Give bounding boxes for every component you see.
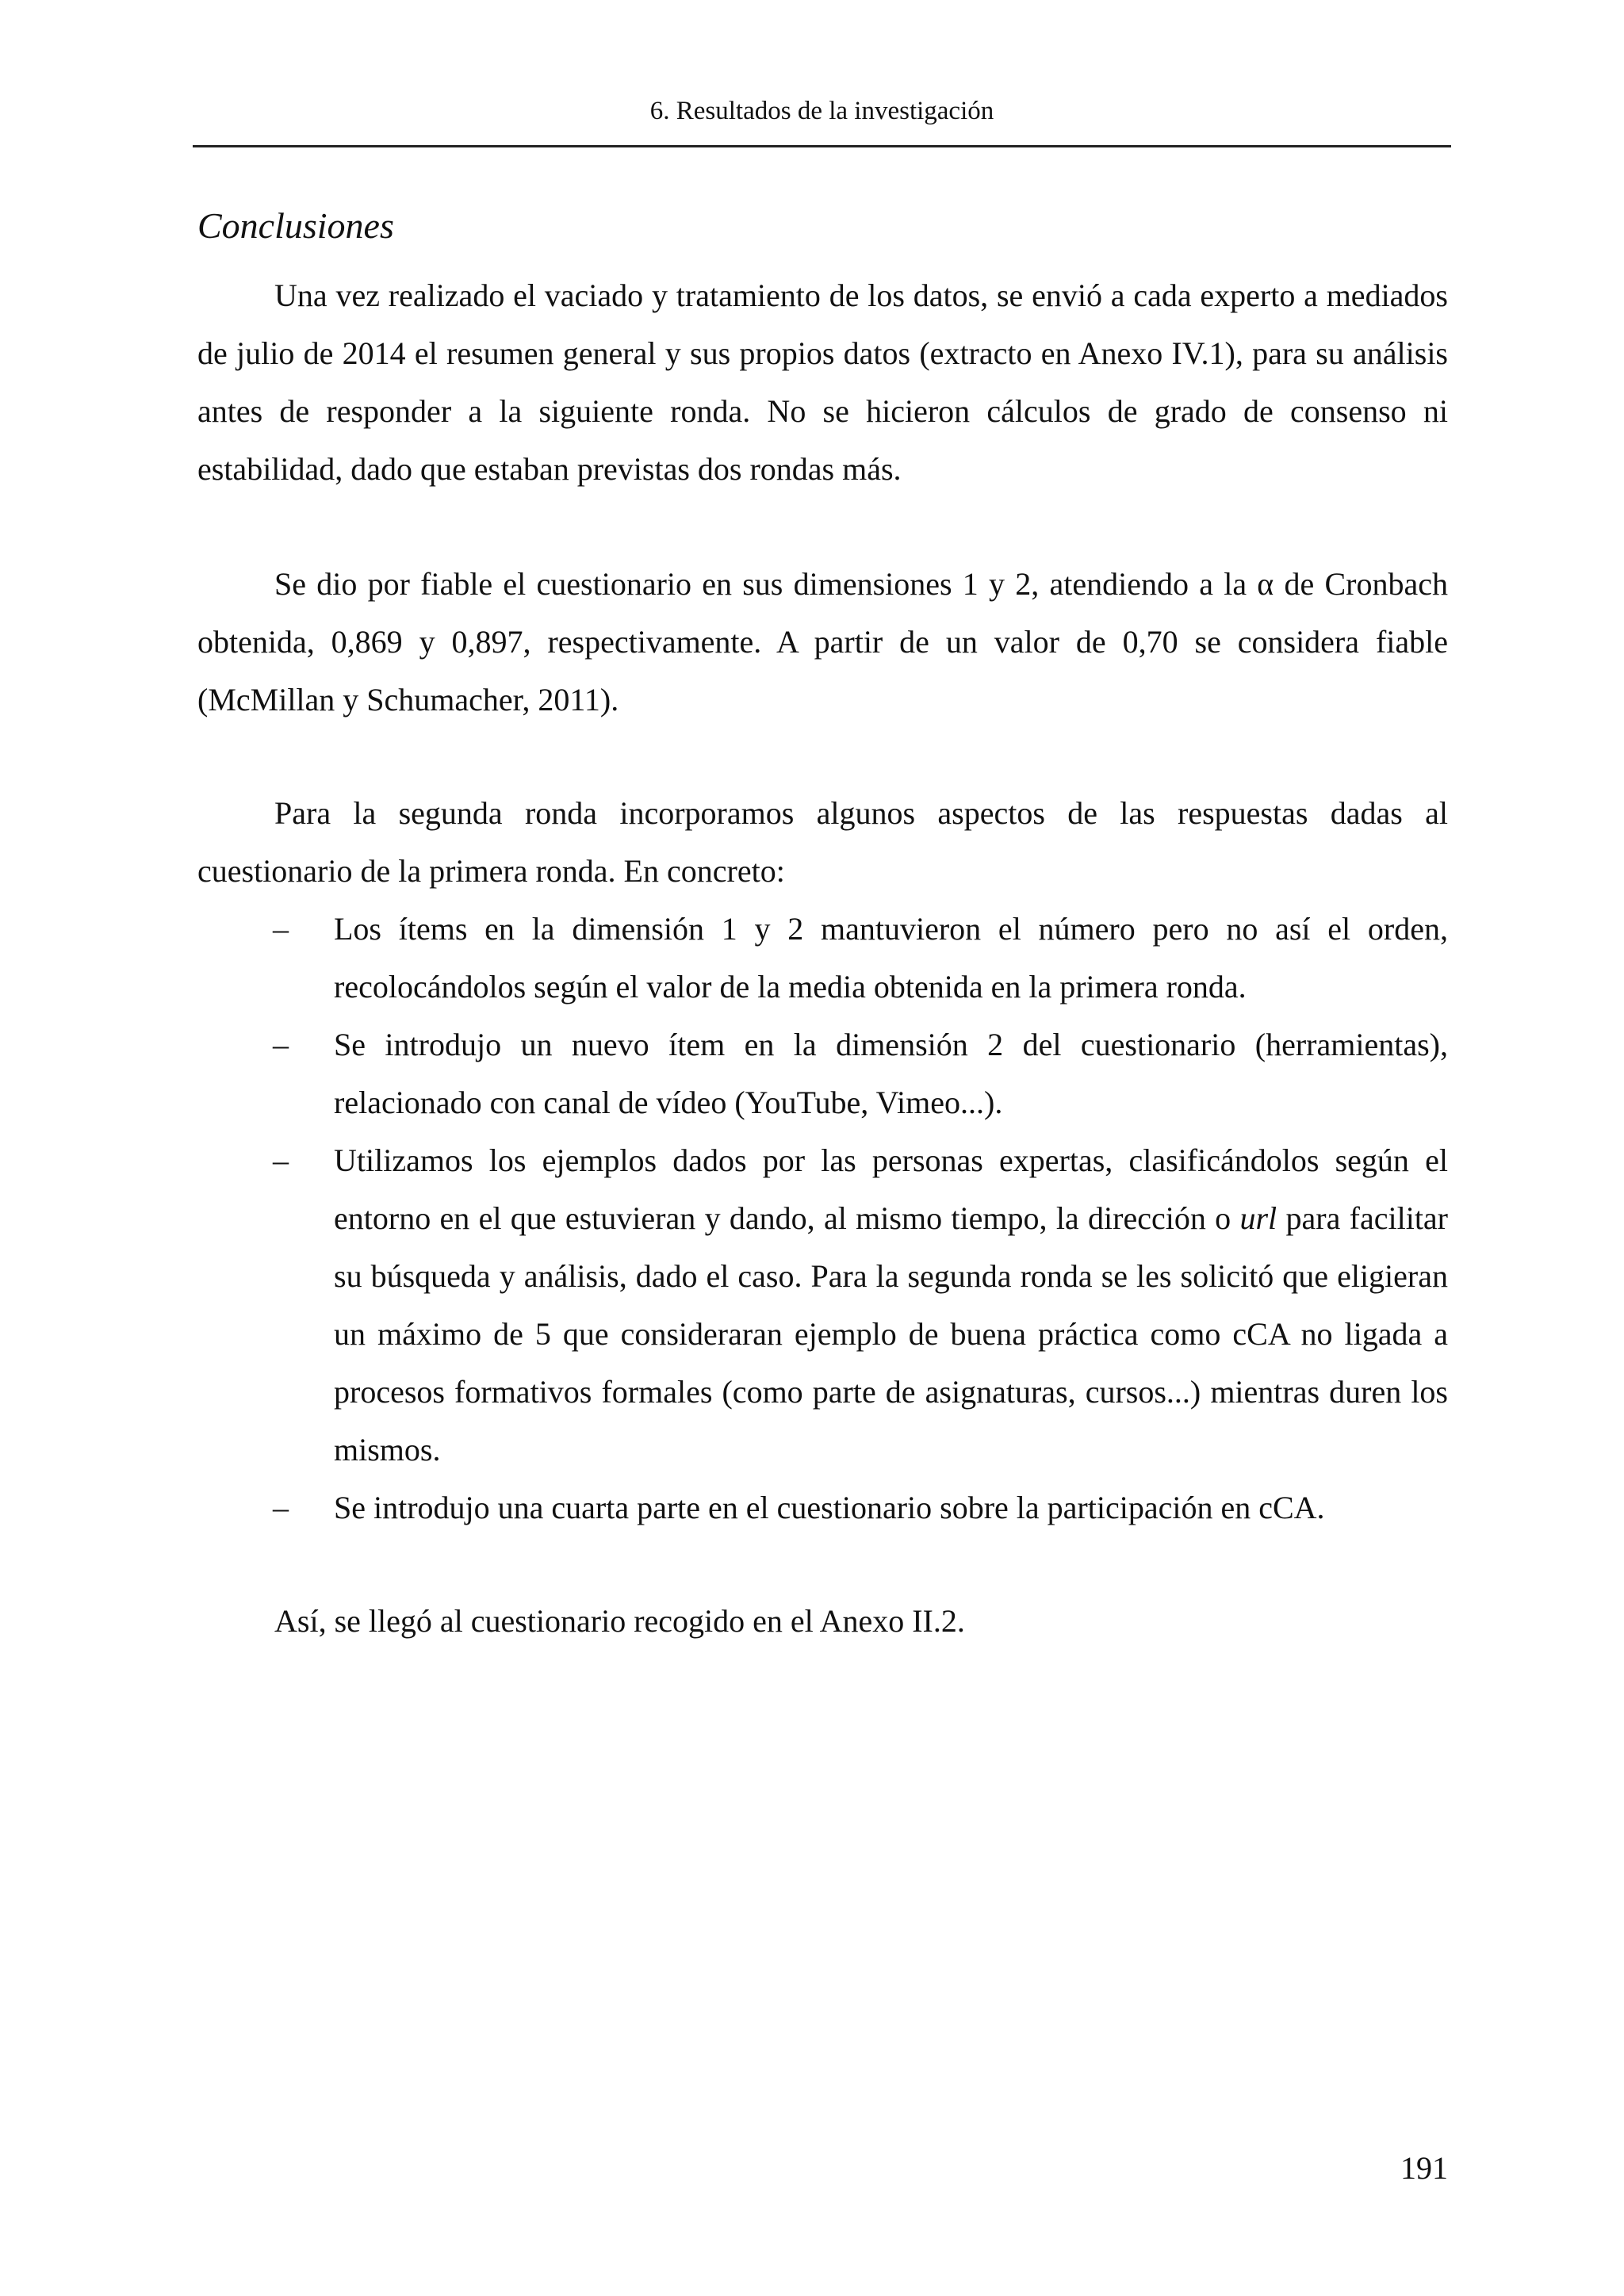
dash-bullet-mark: – [273,911,289,947]
list-item [197,1479,1448,1536]
paragraph-second-round: Para la segunda ronda incorporamos algunos aspectos de las respuestas dadas al cuestionario de la primera ronda. En concreto: [197,795,1448,889]
header-rule [193,145,1451,147]
dash-bullet-mark: – [273,1027,289,1062]
paragraph-data-processing: Una vez realizado el vaciado y tratamiento de los datos, se envió a cada experto a mediados de julio de 2014 el resumen general y sus propios datos (extracto en Anexo IV.1), para su análisis antes de responder a la siguiente ronda. No se hicieron cálculos de grado de consenso ni estabilidad, dado que estaban previstas dos rondas más. [197,277,1448,487]
dash-bullet-mark: – [273,1490,289,1525]
list-item-text-after: para facilitar su búsqueda y análisis, dado el caso. Para la segunda ronda se les solicitó que eligieran un máximo de 5 que consideraran ejemplo de buena práctica como cCA no ligada a procesos formativos formales (como parte de asignaturas, cursos...) mientras duren los mismos. [334,1200,1449,1468]
list-item-text: Se introdujo una cuarta parte en el cuestionario sobre la participación en cCA. [334,1490,1325,1525]
changes-list [197,900,1448,1536]
list-item-text: Se introdujo un nuevo ítem en la dimensión 2 del cuestionario (herramientas), relacionado con canal de vídeo (YouTube, Vimeo...). [334,1027,1448,1120]
page-content [197,200,1448,1650]
paragraph-closing: Así, se llegó al cuestionario recogido en el Anexo II.2. [274,1603,965,1639]
paragraph-reliability: Se dio por fiable el cuestionario en sus dimensiones 1 y 2, atendiendo a la α de Cronbach obtenida, 0,869 y 0,897, respectivamente. A partir de un valor de 0,70 se considera fiable (McMillan y Schumacher, 2011). [197,566,1448,718]
list-item [197,900,1448,1016]
list-item [197,1016,1448,1131]
list-item-text-before: Utilizamos los ejemplos dados por las personas expertas, clasificándolos según el entorno en el que estuvieran y dando, al mismo tiempo, la dirección o [334,1142,1448,1236]
section-title: Conclusiones [197,205,394,246]
page-number: 191 [1400,2150,1448,2186]
running-header: 6. Resultados de la investigación [649,97,994,125]
dash-bullet-mark: – [273,1142,289,1178]
list-item-text: Los ítems en la dimensión 1 y 2 mantuvieron el número pero no así el orden, recolocándolos según el valor de la media obtenida en la primera ronda. [334,911,1448,1004]
list-item [197,1131,1448,1479]
list-item-emphasis: url [1239,1200,1277,1236]
